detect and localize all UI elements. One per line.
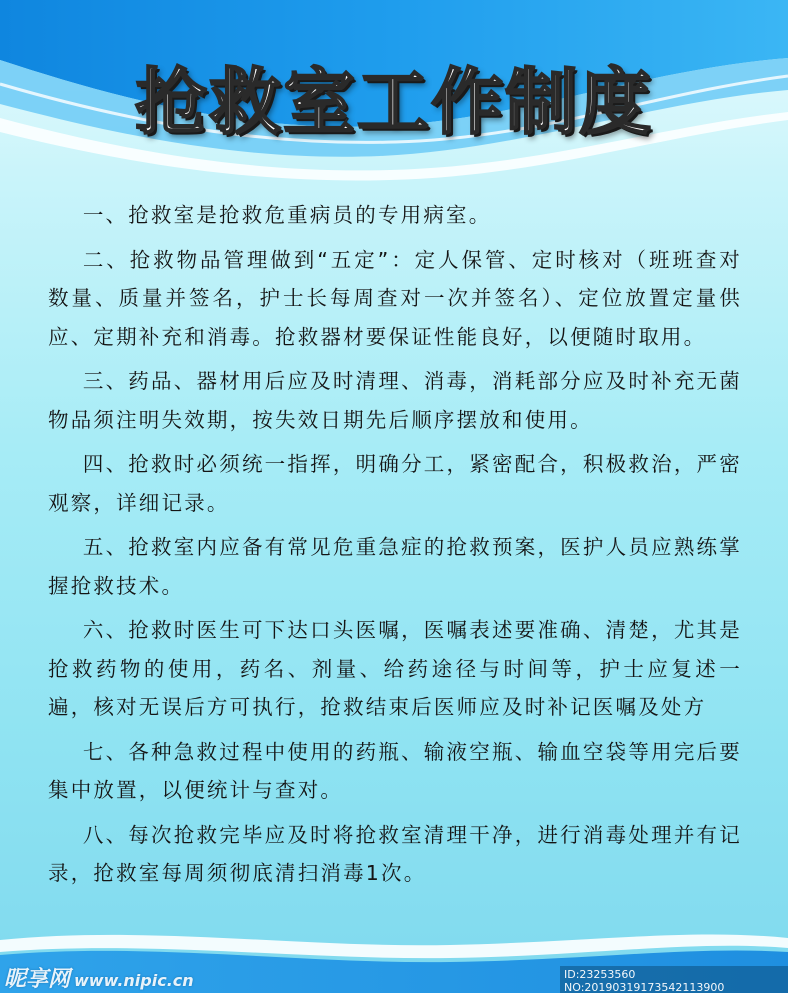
regulation-item-8: 八、每次抢救完毕应及时将抢救室清理干净，进行消毒处理并有记录，抢救室每周须彻底清扫消毒1次。 bbox=[48, 822, 742, 885]
image-id-label: ID:23253560 NO:20190319173542113900 bbox=[560, 966, 788, 993]
regulation-item-4: 四、抢救时必须统一指挥，明确分工，紧密配合，积极救治，严密观察，详细记录。 bbox=[48, 452, 742, 515]
watermark-url: www.nipic.cn bbox=[74, 971, 194, 990]
regulation-item-1: 一、抢救室是抢救危重病员的专用病室。 bbox=[82, 203, 492, 227]
regulations-body bbox=[48, 196, 742, 899]
page-title: 抢救室工作制度 bbox=[134, 59, 653, 144]
regulation-item-6: 六、抢救时医生可下达口头医嘱，医嘱表述要准确、清楚，尤其是抢救药物的使用，药名、剂量、给药途径与时间等，护士应复述一遍，核对无误后方可执行，抢救结束后医师应及时补记医嘱及处方 bbox=[48, 618, 742, 719]
watermark-brand: 昵享网 bbox=[4, 967, 71, 992]
site-watermark bbox=[4, 962, 194, 993]
regulation-item-5: 五、抢救室内应备有常见危重急症的抢救预案，医护人员应熟练掌握抢救技术。 bbox=[48, 535, 742, 598]
regulation-item-3: 三、药品、器材用后应及时清理、消毒，消耗部分应及时补充无菌物品须注明失效期，按失效日期先后顺序摆放和使用。 bbox=[48, 369, 742, 432]
regulation-item-2: 二、抢救物品管理做到“五定”：定人保管、定时核对（班班查对数量、质量并签名，护士长每周查对一次并签名）、定位放置定量供应、定期补充和消毒。抢救器材要保证性能良好，以便随时取用。 bbox=[48, 247, 742, 349]
regulation-item-7: 七、各种急救过程中使用的药瓶、输液空瓶、输血空袋等用完后要集中放置，以便统计与查对。 bbox=[48, 739, 742, 802]
